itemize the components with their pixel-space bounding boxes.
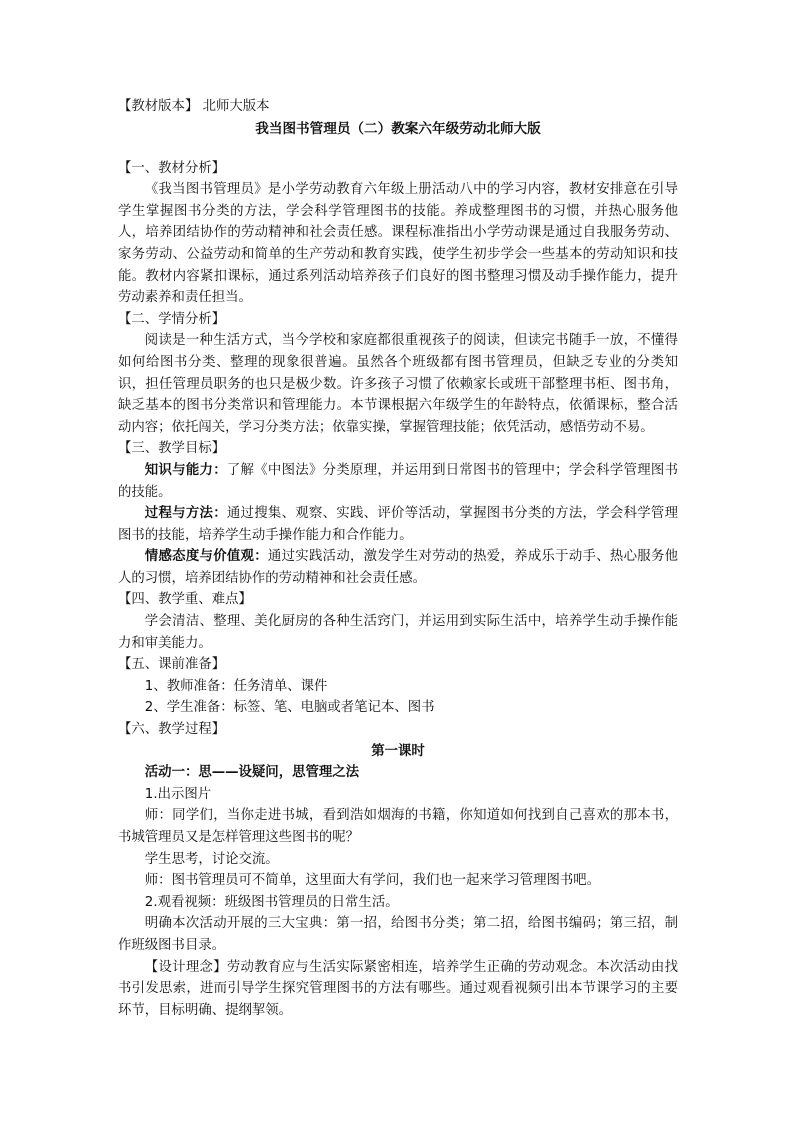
edition-line (118, 96, 678, 118)
design-concept-paragraph: 【设计理念】劳动教育应与生活实际紧密相连，培养学生正确的劳动观念。本次活动由找书引发思索，进而引导学生探究管理图书的方法有哪些。通过观看视频引出本节课学习的主要环节，目标明确、提纲挈领。 (118, 959, 678, 1018)
section-heading-student-analysis: 【二、学情分析】 (118, 311, 226, 327)
step-watch-video: 2.观看视频：班级图书管理员的日常生活。 (144, 894, 399, 910)
goal-knowledge-text: 了解《中图法》分类原理，并运用到日常图书的管理中；学会科学管理图书的技能。 (118, 462, 678, 500)
document-title: 我当图书管理员（二）教案六年级劳动北师大版 (255, 120, 541, 137)
goal-process-text: 通过搜集、观察、实践、评价等活动，掌握图书分类的方法，学会科学管理图书的技能，培养学生动手操作能力和合作能力。 (118, 506, 678, 543)
goal-emotion-label: 情感态度与价值观： (144, 549, 268, 565)
key-points-paragraph: 学会清洁、整理、美化厨房的各种生活窍门，并运用到实际生活中，培养学生动手操作能力和审美能力。 (118, 614, 678, 651)
goal-emotion (118, 546, 678, 589)
goal-process-label: 过程与方法： (144, 506, 227, 522)
student-response: 学生思考，讨论交流。 (144, 851, 279, 867)
section-heading-material-analysis: 【一、教材分析】 (118, 160, 226, 176)
goal-knowledge (118, 460, 678, 503)
clarify-paragraph: 明确本次活动开展的三大宝典：第一招，给图书分类；第二招，给图书编码；第三招，制作班级图书目录。 (118, 916, 678, 953)
goal-process (118, 503, 678, 546)
preparation-teacher: 1、教师准备：任务清单、课件 (144, 678, 328, 694)
student-analysis-paragraph: 阅读是一种生活方式，当今学校和家庭都很重视孩子的阅读，但读完书随手一放，不懂得如何给图书分类、整理的现象很普遍。虽然各个班级都有图书管理员，但缺乏专业的分类知识，担任管理员职务的也只是极少数。许多孩子习惯了依赖家长或班干部整理书柜、图书角，缺乏基本的图书分类常识和管理能力。本节课根据六年级学生的年龄特点，依循课标，整合活动内容；依托闯关，学习分类方法；依靠实操，掌握管理技能；依凭活动，感悟劳动不易。 (118, 333, 678, 435)
activity-title: 活动一：思——设疑问，思管理之法 (144, 765, 360, 781)
document-page (118, 96, 678, 1021)
teacher-statement: 师：图书管理员可不简单，这里面大有学问，我们也一起来学习管理图书吧。 (144, 873, 601, 889)
step-show-picture: 1.出示图片 (144, 786, 212, 802)
goal-knowledge-label: 知识与能力： (144, 462, 227, 478)
goal-emotion-text: 通过实践活动，激发学生对劳动的热爱，养成乐于动手、热心服务他人的习惯，培养团结协作的劳动精神和社会责任感。 (118, 549, 679, 586)
lesson-title: 第一课时 (371, 743, 425, 759)
section-heading-preparation: 【五、课前准备】 (118, 657, 226, 673)
edition-value: 北师大版本 (202, 99, 270, 114)
section-heading-key-points: 【四、教学重、难点】 (118, 592, 252, 608)
section-heading-teaching-process: 【六、教学过程】 (118, 722, 226, 738)
teacher-question: 师：同学们，当你走进书城，看到浩如烟海的书籍，你知道如何找到自己喜欢的那本书，书城管理员又是怎样管理这些图书的呢？ (118, 808, 678, 845)
preparation-student: 2、学生准备：标签、笔、电脑或者笔记本、图书 (144, 700, 435, 716)
edition-label: 【教材版本】 (118, 99, 199, 114)
material-analysis-paragraph: 《我当图书管理员》是小学劳动教育六年级上册活动八中的学习内容，教材安排意在引导学生掌握图书分类的方法，学会科学管理图书的技能。养成整理图书的习惯，并热心服务他人，培养团结协作的劳动精神和社会责任感。课程标准指出小学劳动课是通过自我服务劳动、家务劳动、公益劳动和简单的生产劳动和教育实践，使学生初步学会一些基本的劳动知识和技能。教材内容紧扣课标，通过系列活动培养孩子们良好的图书整理习惯及动手操作能力，提升劳动素养和责任担当。 (118, 182, 678, 306)
section-heading-teaching-goals: 【三、教学目标】 (118, 441, 226, 457)
